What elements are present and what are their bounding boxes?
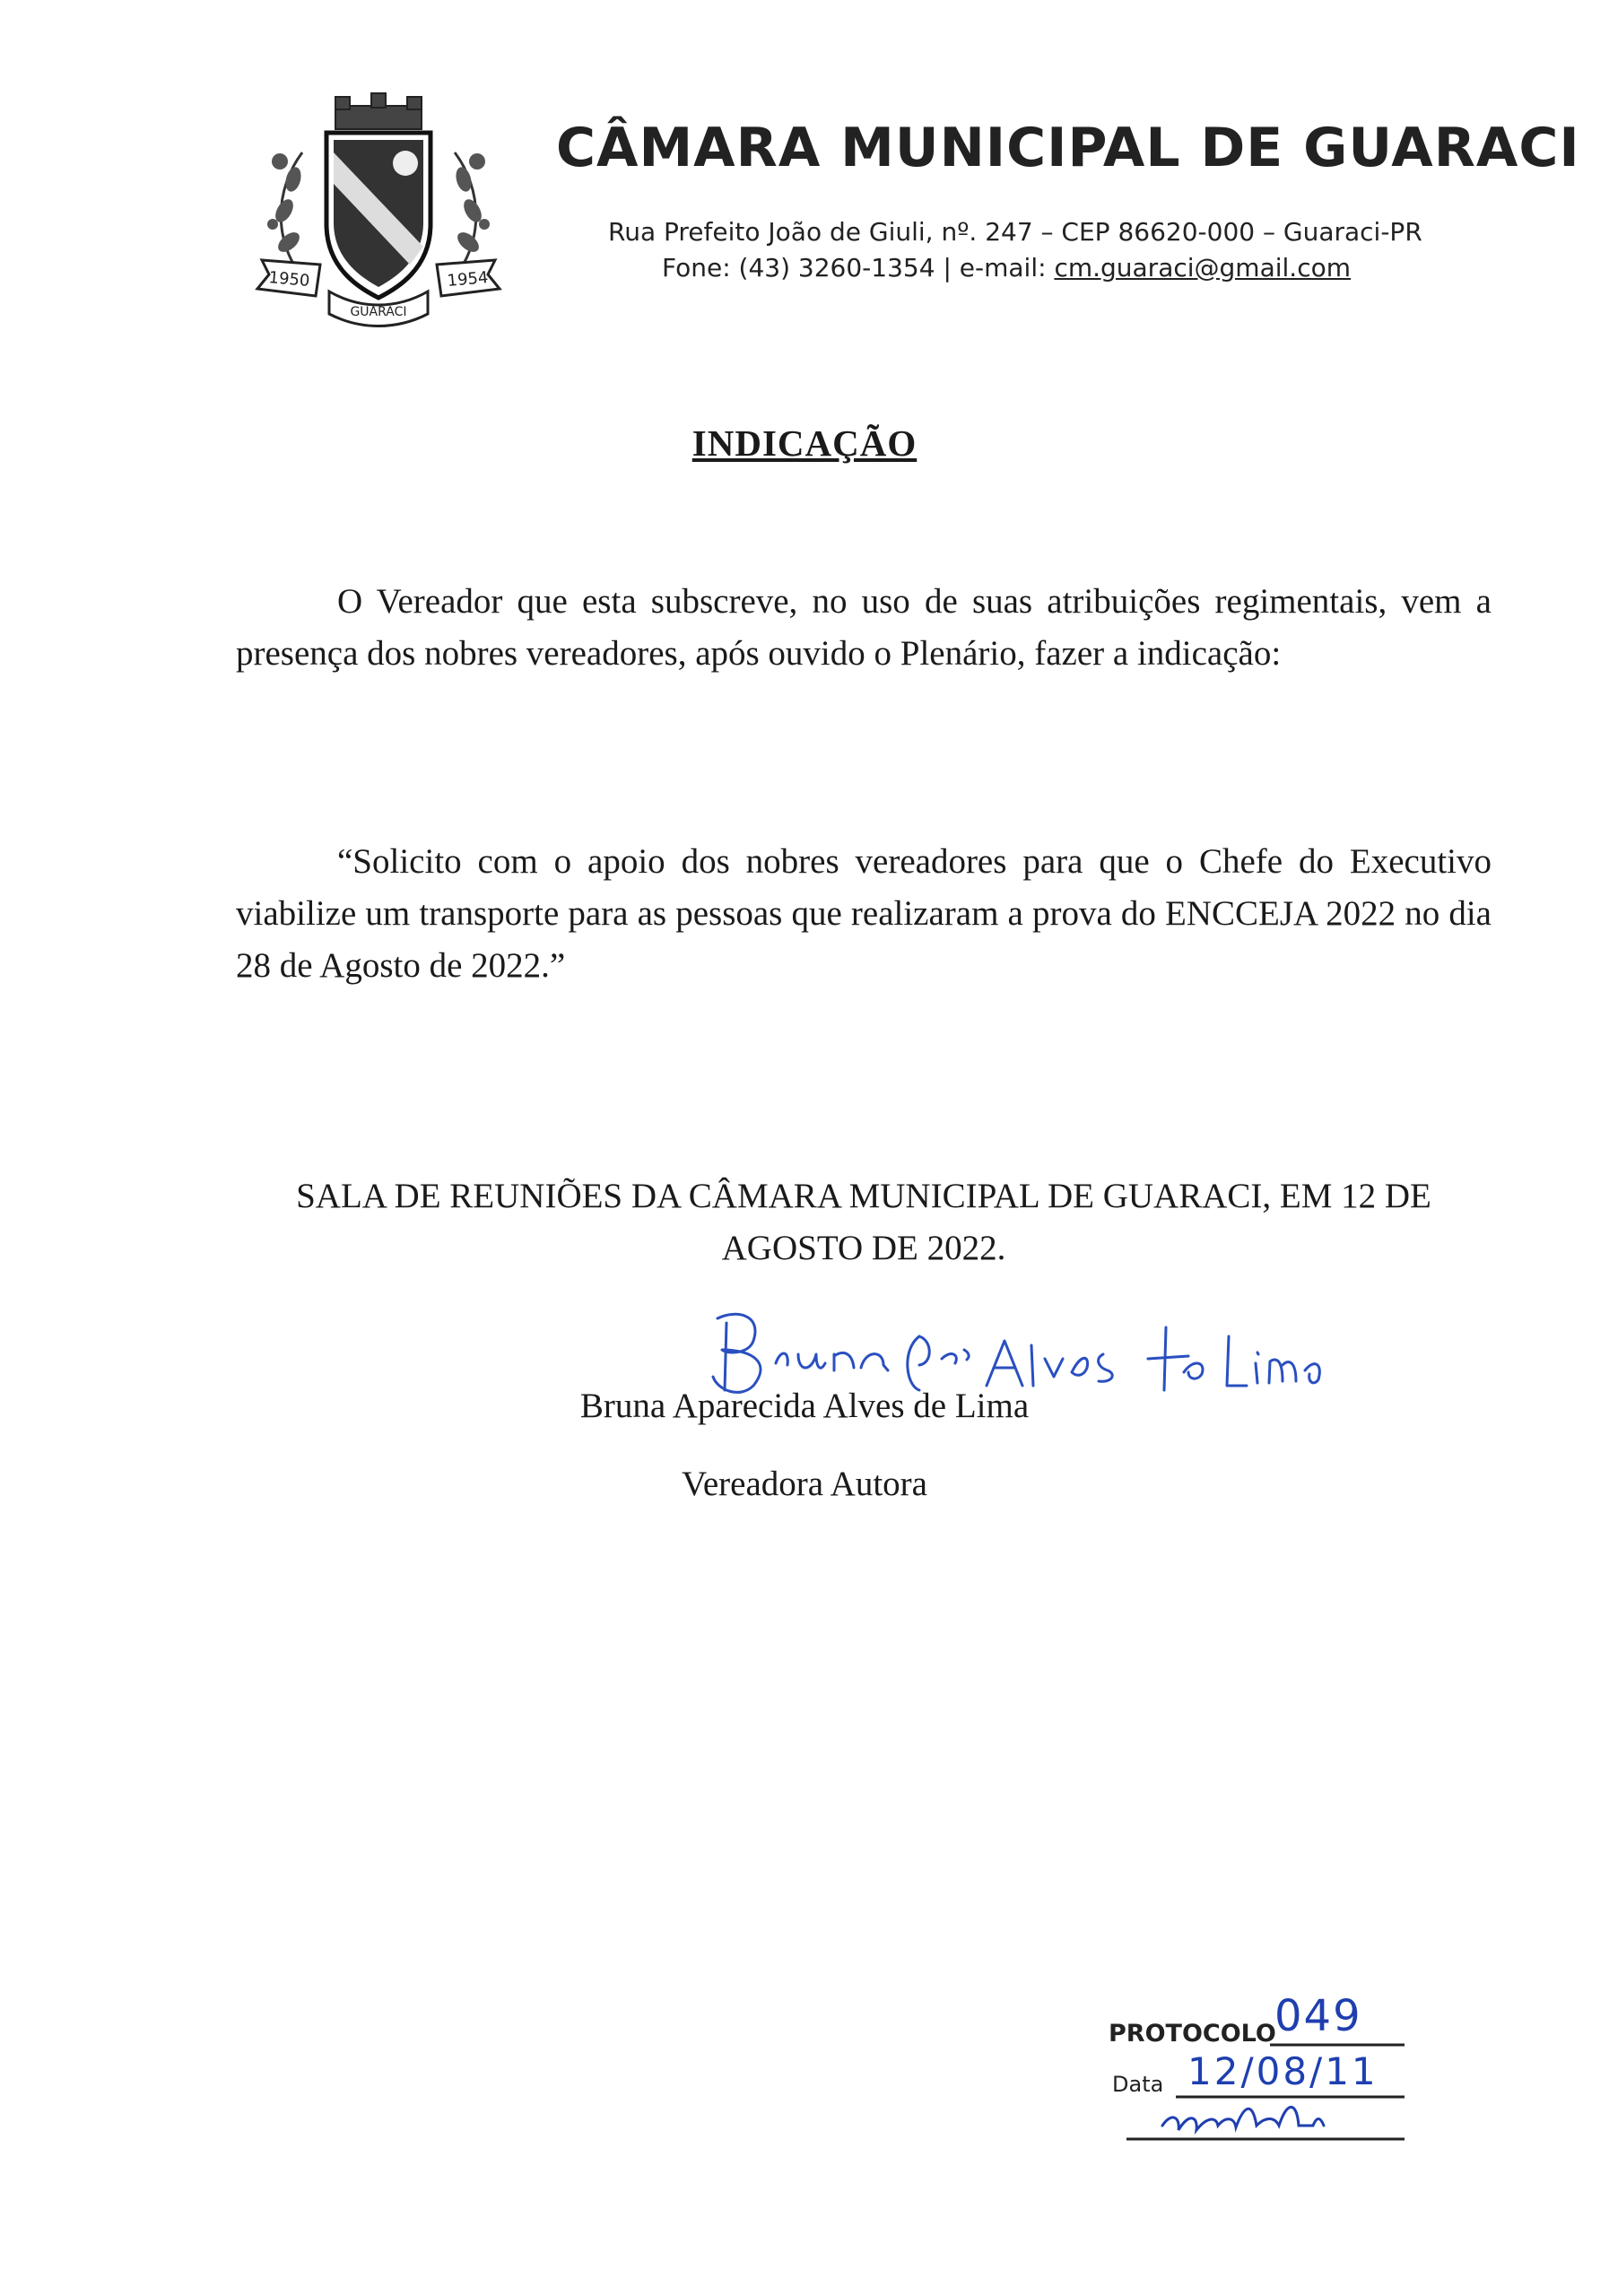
signer-name: Bruna Aparecida Alves de Lima (579, 1387, 1030, 1425)
contact-email-link[interactable]: cm.guaraci@gmail.com (1054, 253, 1351, 283)
contact-phone: Fone: (43) 3260-1354 | e-mail: (662, 253, 1055, 283)
protocol-stamp (1109, 1991, 1431, 2144)
stamp-protocol-label: PROTOCOLO (1109, 2020, 1276, 2048)
crest-year-right: 1954 (446, 268, 490, 291)
paragraph-request: “Solicito com o apoio dos nobres vereadores para que o Chefe do Executivo viabilize um transporte para as pessoas que realizaram a prova do ENCCEJA 2022 no dia 28 de Agosto de 2022.” (236, 842, 1492, 985)
crest-banner-text: GUARACI (350, 305, 407, 319)
paragraph-preamble: O Vereador que esta subscreve, no uso de suas atribuições regimentais, vem a presença dos nobres vereadores, após ouvido o Plenário, fazer a indicação: (236, 582, 1492, 673)
org-name: CÂMARA MUNICIPAL DE GUARACI (556, 117, 1580, 179)
stamp-date-value: 12/08/11 (1187, 2049, 1379, 2093)
signer-role: Vereadora Autora (682, 1465, 927, 1503)
crest-year-left: 1950 (267, 268, 311, 291)
stamp-date-label: Data (1112, 2072, 1164, 2097)
stamp-protocol-number: 049 (1274, 1991, 1362, 2041)
org-contact (662, 253, 1351, 283)
municipal-crest-logo (253, 90, 504, 332)
closing-statement: SALA DE REUNIÕES DA CÂMARA MUNICIPAL DE GUARACI, EM 12 DE AGOSTO DE 2022. (296, 1177, 1431, 1267)
org-address: Rua Prefeito João de Giuli, nº. 247 – CEP 86620-000 – Guaraci-PR (608, 217, 1422, 247)
document-title: INDICAÇÃO (691, 422, 918, 464)
